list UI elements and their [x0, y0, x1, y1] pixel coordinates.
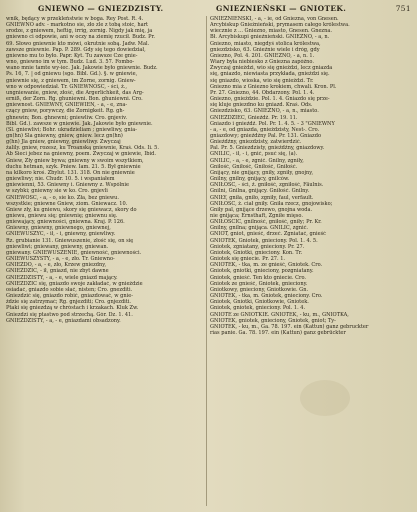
text-line: Zwyczaj gnieździ, wio się gnieździ, lecz gniazda	[210, 65, 333, 72]
text-line: GNIEWNO adv. - markotno sie, zło zle z tobą stoic, hart	[6, 22, 149, 29]
text-line: srodze, z gniewem, heftig, irrig, zornig. Nigdy jak mię, ja	[6, 28, 153, 35]
text-line: gniewno mu to było. Papr. Kyt. Tu zawsze Cze gnie-	[6, 52, 138, 59]
text-line: 69. Słowo gniewnie kto mówi, okrutnie sobą. Jadw. Mal.	[6, 40, 150, 47]
text-line: (Sl. gniewlivi; Bohr. ukradzieliam ; gniewliwy, gnia-	[6, 126, 138, 133]
page-number: 751	[395, 4, 411, 13]
text-line: wano mnie tamte wy-iec. Jak. Jakowie było gniewnie. Budz.	[6, 65, 158, 72]
text-line: się gniazdo, wioska, wio się gnieździ. Tr.	[210, 77, 314, 84]
text-line: GNIEZDO, - a, - e, zło, Krzew gniezdny,	[6, 262, 107, 269]
text-line: Wiary była niebiesko z Gniezna zapóźno.	[210, 59, 314, 66]
text-line: gniewliwy; nie. Chudr. 10. 5. i wspaniałem	[6, 176, 115, 183]
text-line: gniazdowy; gnieźdźny Pal. Pr. 131. Gniazdo	[210, 132, 321, 139]
text-line: Gniotek, Gniotki, Gniotkowie, Gniotek.	[210, 299, 309, 306]
page-header	[6, 4, 411, 16]
text-line: się kluje gniezdno ku gniazd. Kraś. Ods.	[210, 102, 313, 109]
text-line: wno, gniewno im w tym. Budz. Lud. 3. 57. Fombo-	[6, 59, 135, 66]
text-line: GNIŁOŚCIĆ, gnilność, gniłość, gniły; Pr. Kr.	[210, 219, 322, 226]
text-line: g(hn) Jla gniew, gniewny, gniewliwy. Zwyczaj	[6, 139, 121, 146]
text-line: Gniotek, gnieść. Ten kto gniecie. Cro.	[210, 274, 307, 281]
text-line: Gnijący, nie gnijący, gniły, zgniły, gnojny,	[210, 169, 314, 176]
text-line: Bibl. Gd.). zawsze w gniewie. Jak. Jakowie było gniewnie.	[6, 120, 153, 127]
text-line: na kilkoro kroś. Zbylut. 131. 318. On nie gniewnie	[6, 169, 135, 176]
text-line: gn(hn) Sla gniewny, gniew, gniew. lecz gn(hn)	[6, 132, 123, 139]
text-line: GNIŁY, gniła, gniło, zgniły, faul, verfault.	[210, 194, 314, 201]
text-line: Gniotek, Gniotki, gnieciony. Kon. Tr.	[210, 249, 303, 256]
text-line: Arcybiskup Gnieźnieński, prymasem całego królestwa.	[210, 22, 350, 29]
text-line: GNILIĆ, - a, - e, zgnić. Gnilny, zgniły,	[210, 157, 304, 164]
text-line: wszystkie; gniewne Gniew, ziom. Gniewacz. 10.	[6, 200, 128, 207]
text-line: w szybki; gniewny sie w ko. Cro. gnjevli	[6, 188, 108, 195]
text-line: GNIŁOŚĆ, ż. ciał gniły. Gniła rzecz, gnojowisko;	[210, 200, 333, 207]
text-line: nie gnijąca; Ernsthaft, Zgniłe mięso.	[210, 213, 303, 219]
text-line: Gniłość, Gniłość, Gniłość, Gniłość.	[210, 163, 298, 170]
text-line: ungniewanie, gniew, złość, die Ärgerlichkeit, das Ärg-	[6, 89, 144, 96]
text-line: Gniotek, zgniatany, gnieciony. Pr. 27.	[210, 243, 305, 250]
text-line: Gniezdzić się, gniazdo robić, gniazdować, w gnie-	[6, 293, 133, 300]
text-line: czący gniew, porywczy, die Zornigkeit. Rg. gh-	[6, 108, 125, 115]
text-line: Gniezno, Pol. 4. 201. GNIEZNO, - a, n. 1.	[210, 52, 315, 59]
text-line: Gniew zły, ku gniewu, skory się gniewacz, skory do	[6, 206, 137, 213]
text-line: Gniotek się gniecie. Pr. 27. 1.	[210, 256, 286, 263]
text-line: żalily. gniew, rozesz, ku Troanską gniewnie, Kraś. Ods. Ii. 5.	[6, 145, 159, 152]
text-line: erniß, der Zorn. Rg. ghuniewni. Bon. ghuniewni. Cro.	[6, 96, 143, 103]
text-line: Gnieźdźny, gniezdzisty, zatwierdzić.	[210, 139, 302, 146]
text-line: gniewający, gniewności, gniewna. Kraj. P. 126.	[6, 219, 125, 226]
text-line: Rz. grubianie 131. Gniewuszenie, złość się, on się	[6, 237, 134, 244]
text-line: GNIEZDZISTY, - a, - e, gniazdami obsadzony.	[6, 317, 121, 324]
text-line: Gnilny, gnilny, gnijący, gnilców.	[210, 176, 290, 183]
text-line: Ps. 16, 7. | od gniewu (sgo. Bibl. Gd.). §. w gniewie,	[6, 71, 138, 78]
text-line: Gnilni, Gnilna, gnijący. Gniłość. Gnilny.	[210, 188, 310, 195]
text-line: GNIOTEK, Gniotek, gnieciony. Pol. 1. 4. 5.	[210, 237, 318, 244]
header-right-title: GNIEZNIEŃSKI — GNIOTEK.	[216, 4, 347, 13]
right-column	[210, 16, 411, 508]
text-line: Gnilny, gnilna; gnijąca. GNILIĆ, zgnić.	[210, 225, 308, 232]
column-rule	[206, 16, 207, 506]
text-line: Gniewny, gniewny, gniewnego, gniewnej,	[6, 225, 111, 232]
text-line: Gniezno, miasto, niegdyś stolica królestwa,	[210, 40, 321, 47]
text-line: GNIEZDZIC się, gniazdo swoje zakładać, w gnieździe	[6, 280, 143, 287]
text-line: Gniotek, gniotki, gnieciony, pozgniatany.	[210, 268, 314, 275]
text-line: żdzie się zatrzymać; Rg. gnjezditi; Cro. gnjezditi.	[6, 299, 132, 306]
text-line: GNIOTEK, - ku, m., Ga. 78. 197. ein (Kattun) ganz gebruckter	[210, 323, 369, 330]
text-line: GNIEWUSZYSTY, - a, - e, zło. Tr. Gniewno-	[6, 256, 115, 263]
text-line: wno w odpowiedział. Tr. GNIEWNOSC, - ści, ż.,	[6, 83, 128, 90]
text-line: ghnewin; Bon. ghnewni; gniewliw. Cro. gnjeviv.	[6, 114, 127, 121]
text-line: się, gniazdo, niewiasta przykłada, gnieździ się.	[210, 71, 330, 78]
text-line: gniewany. GNIEWUSZENIE, gniewność, gniewności.	[6, 249, 142, 256]
text-line: GNIOTE ze GNIOTKIE. GNIOTEK, - ku, m., GNIOTKA,	[210, 311, 349, 318]
text-line: Gniezno, gnieździe. Pol. 1. 4. Gniazdo się prze-	[210, 96, 330, 103]
text-line: GNIEZNIEŃSKI, - a, - ie, od Gniezna, von Gnesen.	[210, 16, 339, 22]
text-line: rias panie. Ga. 78. 197. ein (Kattun) ganz gebrückter	[210, 329, 346, 336]
text-line: osiadać, gniazdo sobie słać, nisten; Cro. gnezditi.	[6, 286, 133, 293]
text-line: Pal. Pr. 5. Gniezdzisty, gnieźdźny, gniazdowy.	[210, 145, 325, 152]
text-line: Ptaki się gniezdzą w chróstach i krzakach. Kluk Zw.	[6, 305, 139, 312]
text-line: gniewliwi; gniewany, gniewny, gniewan.	[6, 243, 109, 250]
text-line: Gniazdo i gnieźdź. Pol. Pr. 1. 4. 5. - 3 "GNIEWNY	[210, 120, 335, 127]
text-line: GNIEWOSĆ, - a, - o, sie ko. Zła, bez gniewu.	[6, 194, 119, 201]
header-left-title: GNIEWNO — GNIEZDZISTY.	[38, 4, 164, 13]
text-line: Gniezdzi się ptastwo pod strzechą. Gór. Dz. 1. 41.	[6, 311, 133, 318]
text-line: GNIOTEK, - tka, m. Gniotek, gnieciony. Cro.	[210, 293, 323, 300]
text-line: Gniotek, gniotek, gnieciony. Pol. 1. 4.	[210, 305, 306, 312]
text-line: Gniezdzisko, 63. GNIEZNO, - a, n., miasto.	[210, 108, 319, 115]
text-line: Gniotkowy, gnieciony, Gniotkowie. Gn.	[210, 286, 309, 293]
text-line: gniewno ci odpowie, ani w oczy na ziemię rzucił. Budz. Pr.	[6, 34, 156, 41]
text-line: Gniotek ze gnieść, Gniotek, gnieciony.	[210, 280, 308, 287]
text-line: GNILIC, - ił, - i, gnić, psuć się, (a).	[210, 151, 298, 158]
text-line: GNIŁOŚĆ, - ści, ż. gniłość, zgniłość, Fäulnis.	[210, 182, 324, 189]
text-line: Ab Sieci jebez na gniewny, poem. Zwyczaj w gniewie, Ibid.	[6, 151, 156, 158]
text-line: wiecznie z ... Gniezno, miasto, Gnesen. Gnezna.	[210, 28, 332, 35]
text-line: gniezdzisko, 63. Gnieźnie wiele i dróg, gdy	[210, 46, 320, 53]
text-line: - a, - e, od gniazda, gnieździsty, Nest-. Cro.	[210, 126, 320, 133]
text-line: duchu hetman, szyk. Pniew. Iam. 21. 5. Był gniewnie	[6, 163, 141, 170]
text-line: gniewnie się, z gniewem, im Zorne, zornig. Gniew-	[6, 77, 136, 84]
text-line: Bł. Arcybiskupi gnieźnieński. GNIEZNO, - a, n.	[210, 34, 330, 41]
text-line: Gniły pal, gnijące drzewo, gnojna woda.	[210, 206, 313, 213]
text-line: GNIEWUSZYĆ, - ił, - i, gniewny, gniewliwy.	[6, 231, 116, 238]
text-line: gniewienni, 53. Gniewny i. Gniewny z. Wspólnie	[6, 182, 129, 189]
text-line: Pr. 27. Gniezno, 44. Obdarzony. Pol. 1. 4.	[210, 89, 315, 96]
text-line: GNIOTEK, gniotek, gnieciony, Gniotek, gniot; Ty-	[210, 317, 336, 324]
text-line: GNIEZDZISTY, - a, - e, wiele gniazd mający.	[6, 274, 118, 281]
text-line: GNIOT, gniot, gnieść, drzeć. Zgniatać, gnieść	[210, 231, 326, 238]
text-line: wnik, będący w przekleństwie w boga. Rey Post. R. 4.	[6, 16, 144, 22]
text-line: Gniezno mia z Gniezno krokiem, chwali. Kron. Pl.	[210, 83, 337, 90]
text-line: GNIOTEK, - tka, m. ze gnieść, Gniotek. Cro.	[210, 262, 323, 269]
text-line: GNIEZDZIC, - ił, gniazd, nie zbyt dawne	[6, 268, 109, 275]
text-line: GNIEŹDZIEC, Gnieźdź. Pr. 19. 11.	[210, 114, 298, 121]
text-line: gniewu, gniewu się; gniewnię; gniewnu się.	[6, 213, 118, 219]
left-column	[6, 16, 203, 508]
text-line: Gniew, Zły gniew bywa; gniewny w swoim wszytkiem,	[6, 157, 144, 164]
text-line: gniewnost. GNIEWNY, GNIEWIEN, - a, - e, zna-	[6, 102, 128, 109]
text-line: zawsze gniewnie. Pap. P. 289. Gdy się tego dowiedział,	[6, 46, 146, 53]
